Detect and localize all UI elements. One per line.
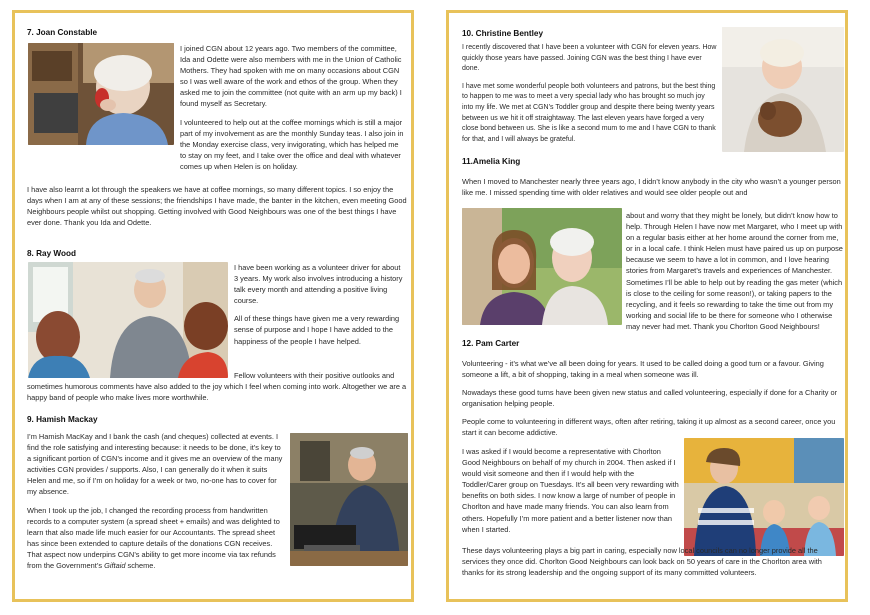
- photo-pam: [684, 438, 844, 556]
- pam-para-4: I was asked if I would become a representative with Chorlton Good Neighbours on behalf of my church in 2004. Then asked if I would visit someone and then if I would help with the Toddler/Carer group on Tuesdays. It’s all been very rewarding with benefits on both sides. I now know a large of number of people in Chorlton and have made many friends. You can also learn from others. Hopefully I’m more patient and a better listener now than when I started.: [462, 447, 679, 534]
- hamish-tail: scheme.: [125, 561, 156, 571]
- pam-heading: 12. Pam Carter: [462, 339, 520, 348]
- joan-para-3: I have also learnt a lot through the speakers we have at coffee mornings, so many different topics. I so enjoy the days when I am at any of these sessions; the friendships I have made, the banter in the kitchen, even meeting Good Neighbours people whilst out shopping. Getting involved with Good Neighbours was one of the best things I have ever done. Thank you Ida and Odette.: [27, 185, 407, 228]
- christine-para-2: I have met some wonderful people both volunteers and patrons, but the best thing to happen to me was to meet a very special lady who has brought so much joy into my life. We met at CGN’s Toddler group and despite there being twenty years between us we hit it off straightaway. The last eleven years have forged a very close bond between us. She is like a second mum to me and I have CGN to thank for that, and I will always be grateful.: [462, 82, 716, 143]
- left-page: [12, 10, 414, 602]
- ray-heading: 8. Ray Wood: [27, 249, 76, 258]
- amelia-heading: 11.Amelia King: [462, 157, 521, 166]
- right-page: [446, 10, 848, 602]
- ray-text-top: [234, 262, 406, 347]
- christine-para-1: I recently discovered that I have been a volunteer with CGN for eleven years. How quickly those years have passed. Joining CGN was the best thing I have ever done.: [462, 44, 717, 73]
- hamish-giftaid: Giftaid: [104, 561, 126, 571]
- joan-text-top: [180, 43, 406, 172]
- photo-amelia: [462, 208, 622, 325]
- photo-christine: [722, 27, 844, 152]
- pam-para-2: Nowadays these good turns have been given new status and called volunteering, especially if done for a Charity or organisation helping people.: [462, 388, 838, 409]
- hamish-heading: 9. Hamish Mackay: [27, 415, 98, 424]
- pam-para-5: These days volunteering plays a big part in caring, especially now local councils can no longer provide all the services they once did. Chorlton Good Neighbours can look back on 50 years of care in the Chorlton area with thanks for its strong leadership and the ongoing support of its many committed volunteers.: [462, 546, 822, 578]
- joan-para-1: I joined CGN about 12 years ago. Two members of the committee, Ida and Odette were also members with me in the Union of Catholic Mothers. They had spoken with me on many occasions about CGN so I was well aware of the work and ethos of the group. When they asked me to join the committee (not quite with an arm up my back) I found myself as Secretary.: [180, 44, 402, 109]
- amelia-intro: When I moved to Manchester nearly three years ago, I didn’t know anybody in the city who wasn’t a younger person like me. I missed spending time with older relatives and would see older people out and: [462, 177, 841, 198]
- joan-heading: 7. Joan Constable: [27, 28, 98, 37]
- pam-para-1: Volunteering - it’s what we’ve all been doing for years. It used to be called doing a good turn or a favour. Giving someone a lift, a bit of shopping, taking in a meal when someone was ill.: [462, 359, 824, 380]
- joan-para-2: I volunteered to help out at the coffee mornings which is still a major part of my involvement as are the monthly Sunday teas. I also join in the Monday exercise class, very invigorating, which has helped me to stay on my feet, and I take over the office and deal with whatever comes up when Helen is on holiday.: [180, 117, 404, 171]
- christine-text: [462, 43, 717, 145]
- amelia-body: about and worry that they might be lonely, but didn’t know how to help. Through Helen I have now met Margaret, who I meet up with on a regular basis either at her home around the corner from me, or in a local cafe. I think Helen must have paired us up on purpose because we seem to have a lot in common, and I love hearing stories from Margaret’s travels and experiences of Manchester. Sometimes I’ll be able to help out by reading the gas meter (which is close to the ceiling for some reason!), or taking papers to the recycling, and it feels so rewarding to take the time out from my working and social life to be there for someone who I otherwise may never had met. Thank you Chorlton Good Neighbours!: [626, 211, 843, 331]
- hamish-para-2-main: When I took up the job, I changed the recording process from handwritten records to a computer system (a spread sheet + emails) and was delighted to learn that also made life much easier for our Accountants. The spread sheet has since been extended to capture details of the donations CGN receives. That aspect now underpins CGN’s ability to get more income via tax refunds from the Government’s: [27, 505, 280, 571]
- hamish-para-2: [27, 505, 285, 572]
- photo-joan: [28, 43, 174, 145]
- ray-para-1: I have been working as a volunteer driver for about 3 years. My work also involves introducing a history talk every month and attending a positive living course.: [234, 263, 403, 306]
- photo-ray: [28, 262, 228, 378]
- hamish-text: [27, 431, 285, 571]
- ray-para-3: Fellow volunteers with their positive outlooks and sometimes humorous comments have also added to the joy which I feel when coming into work. Altogether we are a happy band of people who make lives more worthwhile.: [27, 371, 407, 403]
- pam-text-top: [462, 358, 845, 439]
- photo-hamish: [290, 433, 408, 566]
- christine-heading: 10. Christine Bentley: [462, 29, 543, 38]
- hamish-para-1: I’m Hamish MacKay and I bank the cash (and cheques) collected at events. I find the role satisfying and interesting because: it needs to be done, it’s key to a significant portion of CGN’s income and it gives me an overview of the many activities CGN provides / supports. Also, I can generally do it when it suits Helen and me, so if I’m on holiday for a week or two, no-one has to cover for my absence.: [27, 432, 283, 497]
- pam-para-3: People come to volunteering in different ways, often after retiring, taking it up almost as a second career, once you start it can become addictive.: [462, 417, 836, 438]
- ray-para-2: All of these things have given me a very rewarding sense of purpose and I hope I have added to the happiness of the people I have helped.: [234, 314, 400, 346]
